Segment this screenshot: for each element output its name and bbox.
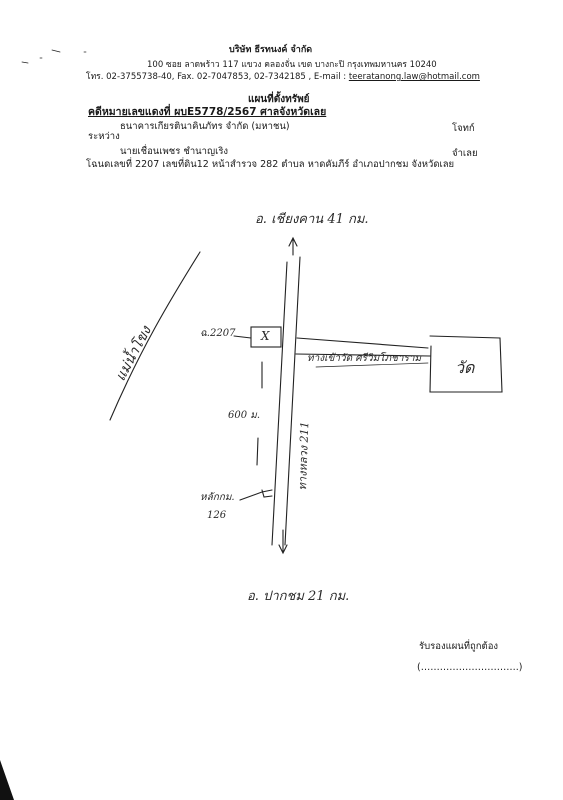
scan-corner-shadow bbox=[0, 760, 14, 800]
parcel-pointer bbox=[234, 336, 251, 338]
case-number: คดีหมายเลขแดงที่ ผบE5778/2567 ศาลจังหวัดเลย bbox=[88, 106, 327, 118]
distance-label: 600 ม. bbox=[228, 410, 261, 421]
km-marker-pointer bbox=[240, 490, 272, 500]
temple-label: วัด bbox=[455, 358, 475, 377]
temple-road-north-edge bbox=[297, 338, 428, 348]
parcel-label: ฉ.2207 bbox=[200, 328, 236, 339]
stray-mark bbox=[22, 50, 86, 63]
certify-text: รับรองแผนที่ถูกต้อง bbox=[419, 641, 499, 652]
map-title: แผนที่ตั้งทรัพย์ bbox=[248, 94, 310, 105]
defendant-name: นายเชื่อนเพชร ชำนาญเริง bbox=[120, 146, 229, 157]
between-label: ระหว่าง bbox=[88, 131, 120, 142]
km-marker-label: หลักกม. bbox=[200, 492, 235, 503]
highway-east-edge bbox=[285, 257, 300, 545]
signature-line: (………………………….) bbox=[417, 662, 523, 673]
company-name: บริษัท ธีรทนงค์ จำกัด bbox=[229, 45, 313, 55]
parcel-mark: X bbox=[261, 329, 270, 343]
deed-info: โฉนดเลขที่ 2207 เลขที่ดิน12 หน้าสำรวจ 282 ตำบล หาดคัมภีร์ อำเภอปากชม จังหวัดเลย bbox=[86, 159, 455, 170]
contact-phones: โทร. 02-3755738-40, Fax. 02-7047853, 02-7342185 , E-mail : bbox=[86, 72, 349, 82]
north-arrow bbox=[289, 238, 297, 255]
highway-west-edge bbox=[272, 262, 287, 545]
river-label: แม่น้ำโขง bbox=[112, 323, 155, 384]
south-destination-label: อ. ปากชม 21 กม. bbox=[247, 589, 350, 604]
plaintiff-name: ธนาคารเกียรตินาคินภัทร จำกัด (มหาชน) bbox=[120, 121, 290, 132]
email-link[interactable]: teeratanong.law@hotmail.com bbox=[348, 72, 480, 82]
north-destination-label: อ. เชียงคาน 41 กม. bbox=[255, 212, 369, 227]
highway-label: ทางหลวง 211 bbox=[295, 421, 312, 491]
temple-road-label: ทางเข้าวัด ศรีวิมโภชาราม bbox=[307, 353, 422, 364]
km-marker-value: 126 bbox=[207, 510, 227, 521]
defendant-role: จำเลย bbox=[452, 148, 478, 159]
plaintiff-role: โจทก์ bbox=[452, 123, 475, 134]
company-address: 100 ซอย ลาดพร้าว 117 แขวง คลองจั่น เขต บางกะปิ กรุงเทพมหานคร 10240 bbox=[147, 60, 437, 70]
